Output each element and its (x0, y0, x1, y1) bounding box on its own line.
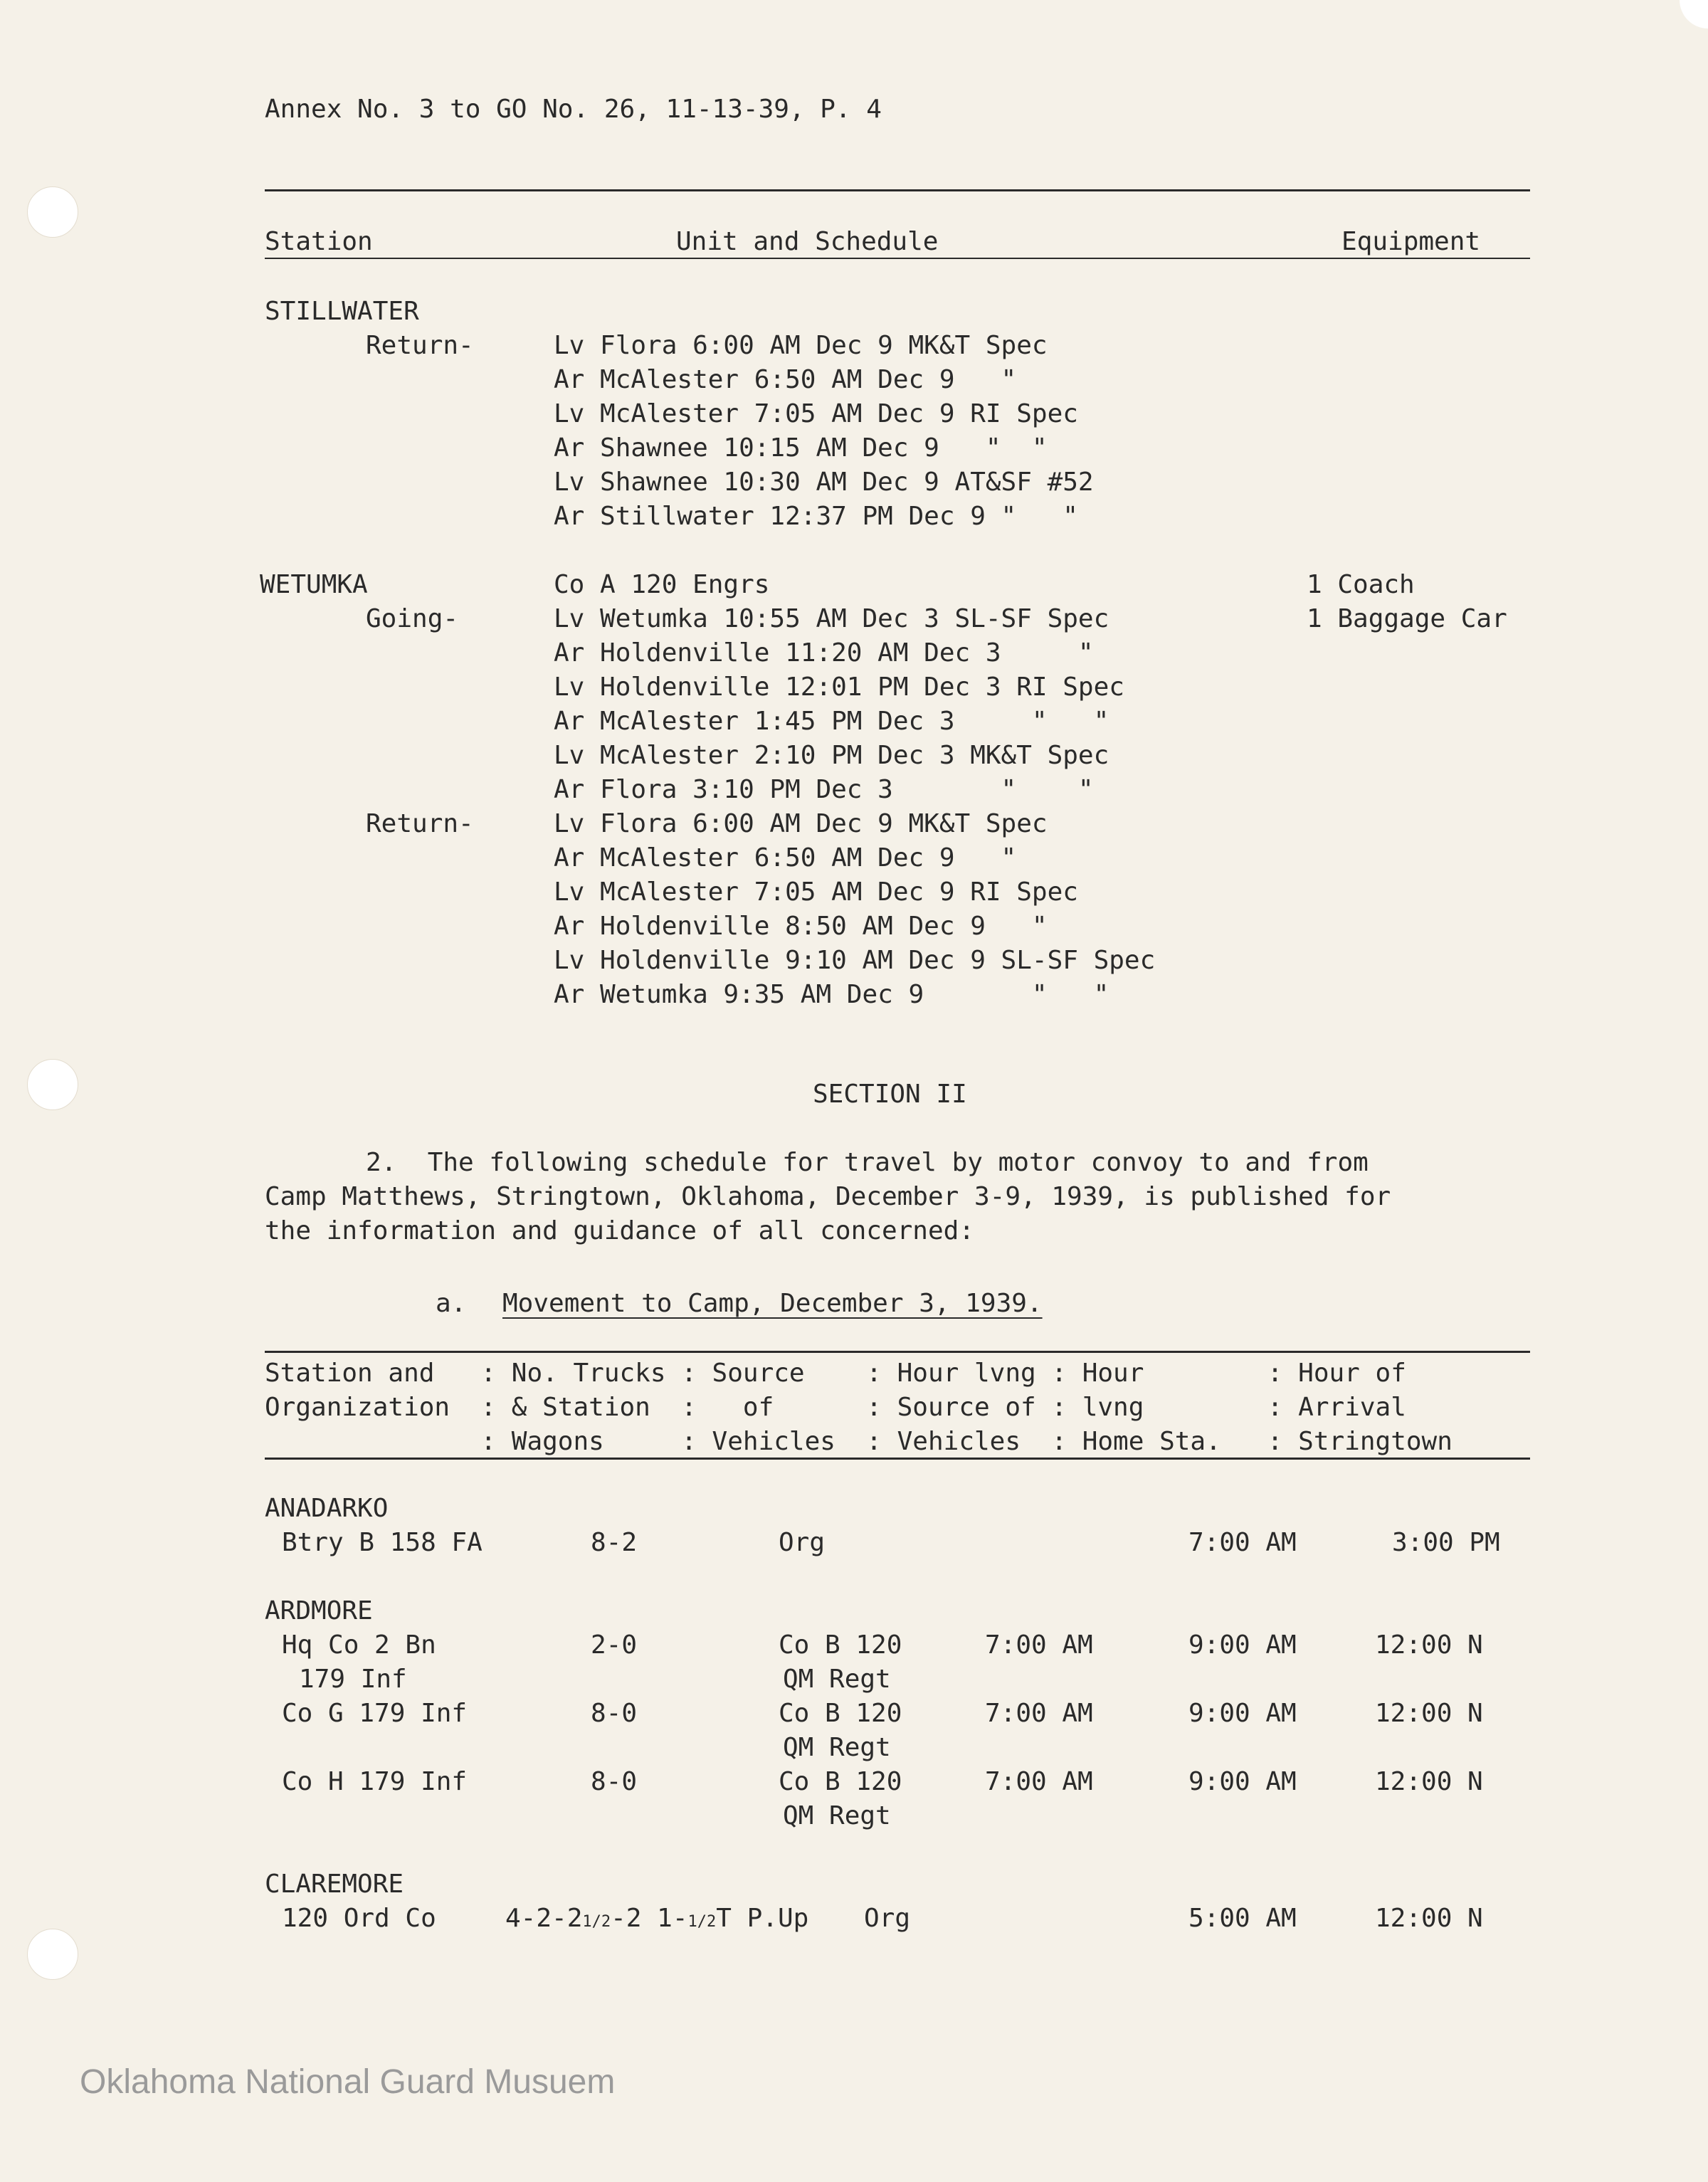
source-cell: Org (779, 1528, 826, 1557)
station-stillwater: STILLWATER (265, 297, 419, 326)
wetumka-return-label: Return- (366, 809, 474, 838)
trucks-cell: 8-2 (591, 1528, 638, 1557)
org-cell-cont: 179 Inf (299, 1665, 407, 1694)
wetumka-unit: Co A 120 Engrs (554, 570, 770, 599)
source-cell-cont: QM Regt (783, 1733, 891, 1762)
subsection-title: Movement to Camp, December 3, 1939. (502, 1289, 1043, 1318)
hour-home-cell: 9:00 AM (1188, 1630, 1297, 1660)
org-cell: Hq Co 2 Bn (282, 1630, 436, 1660)
source-cell-cont: QM Regt (783, 1801, 891, 1830)
hour-src-cell: 7:00 AM (985, 1630, 1093, 1660)
punch-hole (27, 1929, 78, 1980)
paragraph-line: Camp Matthews, Stringtown, Oklahoma, December 3-9, 1939, is published for (265, 1182, 1391, 1211)
source-cell: Co B 120 (779, 1767, 902, 1796)
arrival-cell: 12:00 N (1375, 1767, 1483, 1796)
wetumka-going-label: Going- (366, 604, 459, 633)
schedule-line: Ar Holdenville 11:20 AM Dec 3 " (554, 638, 1094, 668)
hour-home-cell: 9:00 AM (1188, 1767, 1297, 1796)
hour-src-cell: 7:00 AM (985, 1767, 1093, 1796)
org-cell: Co G 179 Inf (282, 1699, 468, 1728)
schedule-line: Lv Holdenville 12:01 PM Dec 3 RI Spec (554, 673, 1124, 702)
col-header-equipment: Equipment (1341, 227, 1481, 256)
punch-hole (27, 186, 78, 238)
trucks-cell: 8-0 (591, 1699, 638, 1728)
arrival-cell: 12:00 N (1375, 1630, 1483, 1660)
schedule-line: Lv Flora 6:00 AM Dec 9 MK&T Spec (554, 809, 1048, 838)
source-cell: Co B 120 (779, 1699, 902, 1728)
station-claremore: CLAREMORE (265, 1870, 404, 1899)
schedule-line: Lv McAlester 2:10 PM Dec 3 MK&T Spec (554, 741, 1109, 770)
paragraph-line: 2. The following schedule for travel by motor convoy to and from (366, 1148, 1369, 1177)
top-rule (265, 189, 1530, 191)
fraction: 1/2 (687, 1913, 717, 1931)
trucks-cell: 2-0 (591, 1630, 638, 1660)
schedule-line: Lv Holdenville 9:10 AM Dec 9 SL-SF Spec (554, 946, 1156, 975)
stillwater-return-label: Return- (366, 331, 474, 360)
schedule-line: Ar McAlester 6:50 AM Dec 9 " (554, 365, 1017, 394)
convoy-table-header-rule (265, 1458, 1530, 1460)
schedule-line: Ar McAlester 1:45 PM Dec 3 " " (554, 707, 1109, 736)
subsection-label: a. (436, 1289, 467, 1318)
schedule-line: Ar Shawnee 10:15 AM Dec 9 " " (554, 433, 1048, 463)
annex-header: Annex No. 3 to GO No. 26, 11-13-39, P. 4 (265, 95, 882, 124)
schedule-line: Lv McAlester 7:05 AM Dec 9 RI Spec (554, 399, 1078, 428)
trucks-cell: 4-2-21/2-2 1-1/2T P.Up (505, 1904, 809, 1933)
schedule-line: Lv Wetumka 10:55 AM Dec 3 SL-SF Spec (554, 604, 1109, 633)
section-title: SECTION II (813, 1080, 967, 1109)
convoy-header-line: Station and : No. Trucks : Source : Hour lvng : Hour : Hour of (265, 1359, 1406, 1388)
header-rule (265, 258, 1530, 259)
schedule-line: Lv McAlester 7:05 AM Dec 9 RI Spec (554, 877, 1078, 907)
hour-src-cell: 7:00 AM (985, 1699, 1093, 1728)
schedule-line: Ar Flora 3:10 PM Dec 3 " " (554, 775, 1094, 804)
paragraph-line: the information and guidance of all concerned: (265, 1216, 974, 1245)
arrival-cell: 3:00 PM (1392, 1528, 1500, 1557)
hour-home-cell: 7:00 AM (1188, 1528, 1297, 1557)
schedule-line: Ar Stillwater 12:37 PM Dec 9 " " (554, 502, 1078, 531)
schedule-line: Ar McAlester 6:50 AM Dec 9 " (554, 843, 1017, 873)
org-cell: 120 Ord Co (282, 1904, 436, 1933)
schedule-line: Lv Flora 6:00 AM Dec 9 MK&T Spec (554, 331, 1048, 360)
convoy-header-line: Organization : & Station : of : Source of : lvng : Arrival (265, 1393, 1406, 1422)
convoy-header-line: : Wagons : Vehicles : Vehicles : Home Sta. : Stringtown (265, 1427, 1453, 1456)
station-anadarko: ANADARKO (265, 1494, 389, 1523)
fraction: 1/2 (582, 1913, 611, 1931)
org-cell: Co H 179 Inf (282, 1767, 468, 1796)
equipment-item: 1 Baggage Car (1307, 604, 1507, 633)
schedule-line: Ar Wetumka 9:35 AM Dec 9 " " (554, 980, 1109, 1009)
trucks-cell: 8-0 (591, 1767, 638, 1796)
page-corner (1680, 0, 1708, 28)
station-ardmore: ARDMORE (265, 1596, 373, 1625)
org-cell: Btry B 158 FA (282, 1528, 483, 1557)
punch-hole (27, 1059, 78, 1110)
source-cell: Org (864, 1904, 911, 1933)
arrival-cell: 12:00 N (1375, 1904, 1483, 1933)
source-cell-cont: QM Regt (783, 1665, 891, 1694)
equipment-item: 1 Coach (1307, 570, 1415, 599)
convoy-table-top-rule (265, 1351, 1530, 1353)
schedule-line: Ar Holdenville 8:50 AM Dec 9 " (554, 912, 1048, 941)
source-cell: Co B 120 (779, 1630, 902, 1660)
station-wetumka: WETUMKA (260, 570, 368, 599)
hour-home-cell: 9:00 AM (1188, 1699, 1297, 1728)
col-header-station: Station (265, 227, 373, 256)
col-header-unit: Unit and Schedule (676, 227, 939, 256)
museum-watermark: Oklahoma National Guard Musuem (80, 2063, 616, 2101)
schedule-line: Lv Shawnee 10:30 AM Dec 9 AT&SF #52 (554, 468, 1094, 497)
arrival-cell: 12:00 N (1375, 1699, 1483, 1728)
hour-home-cell: 5:00 AM (1188, 1904, 1297, 1933)
